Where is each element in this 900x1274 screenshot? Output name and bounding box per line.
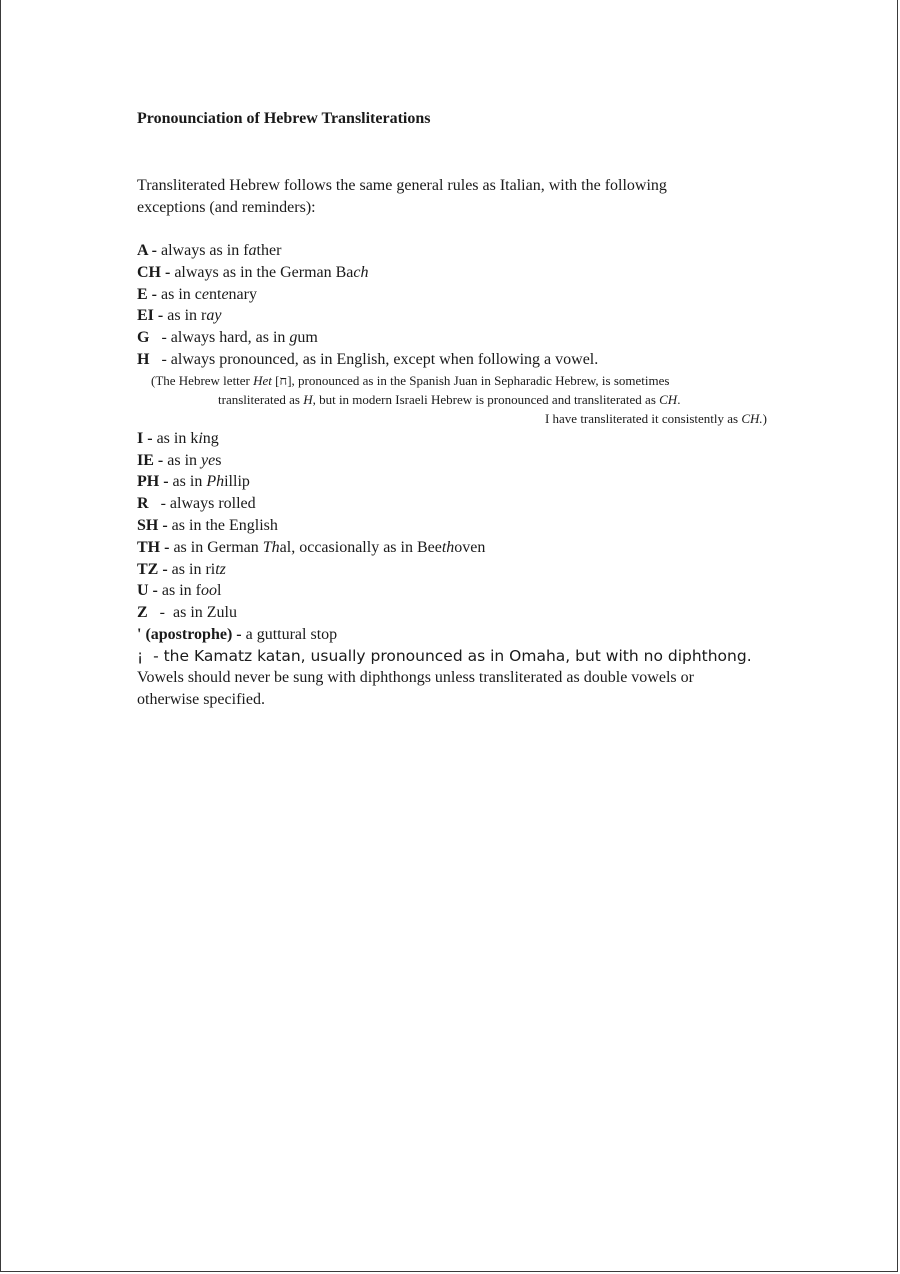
- rule-h: [137, 349, 817, 371]
- het-note-line-3: [137, 409, 767, 428]
- rule-key: SH -: [137, 516, 168, 534]
- rule-r: [137, 493, 817, 515]
- closing-line-2: otherwise specified.: [137, 690, 265, 708]
- rule-text-end: oven: [454, 538, 486, 556]
- note-text: ): [762, 410, 767, 426]
- rule-key: H: [137, 350, 150, 368]
- rule-ie: [137, 450, 817, 472]
- rule-key: TZ -: [137, 560, 168, 578]
- rule-apostrophe: [137, 624, 817, 646]
- rule-emphasis-2: th: [441, 538, 455, 556]
- note-emphasis: CH.: [741, 410, 763, 426]
- rule-text-end: um: [297, 329, 318, 347]
- rule-e: [137, 284, 817, 306]
- rule-text: as in f: [157, 582, 201, 600]
- rule-text: a guttural stop: [241, 625, 338, 643]
- rule-text: as in German: [169, 538, 263, 556]
- rule-key: G: [137, 329, 150, 347]
- rule-text: as in r: [163, 307, 207, 325]
- het-note-line-2: [137, 390, 767, 409]
- rule-emphasis: g: [289, 329, 298, 347]
- rule-text-end: ng: [202, 429, 219, 447]
- rule-text-end: ther: [256, 242, 282, 259]
- rule-text: as in: [163, 451, 202, 469]
- rule-key: E -: [137, 285, 157, 303]
- rule-g: [137, 327, 817, 349]
- rule-emphasis: tz: [215, 560, 226, 578]
- rule-text: - always rolled: [148, 495, 256, 513]
- kamatz-text: - the Kamatz katan, usually pronounced as in Omaha, but with no diphthong.: [143, 646, 752, 665]
- rule-text: - always pronounced, as in English, except when following a vowel.: [149, 350, 599, 368]
- rule-emphasis: ye: [201, 451, 216, 469]
- rule-text: always as in the German Ba: [170, 263, 354, 281]
- intro-paragraph: [137, 175, 817, 219]
- rule-th: [137, 537, 817, 559]
- rule-emphasis-2: e: [221, 285, 229, 303]
- rule-key: A -: [137, 242, 157, 259]
- intro-line-1: Transliterated Hebrew follows the same general rules as Italian, with the following: [137, 177, 667, 194]
- rule-key: IE -: [137, 451, 164, 469]
- closing-line-1: Vowels should never be sung with diphthongs unless transliterated as double vowels or: [137, 668, 694, 686]
- rule-text: as in the English: [167, 516, 278, 534]
- rule-text: as in c: [157, 285, 202, 303]
- rule-emphasis: Th: [262, 538, 280, 556]
- rule-key: Z: [137, 604, 148, 622]
- rule-u: [137, 580, 817, 602]
- het-note: [137, 371, 767, 428]
- rule-emphasis: Ph: [206, 473, 225, 491]
- rule-z: [137, 602, 817, 624]
- rule-text: as in ri: [167, 560, 216, 578]
- rule-text-end: nary: [228, 285, 257, 303]
- intro-line-2: exceptions (and reminders):: [137, 199, 316, 216]
- rule-emphasis: ch: [353, 263, 369, 281]
- closing-paragraph: [137, 667, 817, 711]
- kamatz-symbol: ¡: [137, 646, 144, 665]
- rule-tz: [137, 559, 817, 581]
- rule-a: [137, 240, 817, 262]
- rule-key: ' (apostrophe) -: [137, 625, 242, 643]
- rule-key: I -: [137, 429, 153, 447]
- rule-emphasis: ay: [206, 307, 222, 325]
- note-emphasis: H: [303, 391, 313, 407]
- rule-emphasis: e: [201, 285, 209, 303]
- rule-text-end: l: [217, 582, 222, 600]
- rule-ch: [137, 262, 817, 284]
- rule-emphasis: a: [248, 242, 257, 259]
- rule-sh: [137, 515, 817, 537]
- rules-list: [137, 240, 817, 711]
- note-text: (The Hebrew letter: [151, 372, 254, 388]
- note-emphasis: Het: [253, 372, 272, 388]
- note-emphasis: CH: [659, 391, 678, 407]
- rule-i: [137, 428, 817, 450]
- rule-text-end: s: [215, 451, 222, 469]
- rule-key: U -: [137, 582, 158, 600]
- rule-text-mid: al, occasionally as in Bee: [279, 538, 442, 556]
- rule-key: TH -: [137, 538, 170, 556]
- note-text: I have transliterated it consistently as: [544, 410, 742, 426]
- rule-key: CH -: [137, 263, 171, 281]
- note-text: [ח], pronounced as in the Spanish Juan in Sepharadic Hebrew, is sometimes: [271, 372, 670, 388]
- rule-text: - as in Zulu: [147, 604, 237, 622]
- rule-text-mid: nt: [208, 285, 222, 303]
- document-content: [137, 108, 817, 711]
- page-title: Pronounciation of Hebrew Transliterations: [137, 110, 431, 127]
- rule-ei: [137, 305, 817, 327]
- rule-kamatz-katan: [137, 646, 817, 667]
- rule-text: as in: [168, 473, 207, 491]
- rule-emphasis: oo: [201, 582, 217, 600]
- note-text: , but in modern Israeli Hebrew is pronounced and transliterated as: [312, 391, 660, 407]
- rule-key: PH -: [137, 473, 169, 491]
- rule-key: R: [137, 495, 149, 513]
- note-text: .: [677, 391, 681, 407]
- rule-ph: [137, 471, 817, 493]
- rule-emphasis: i: [198, 429, 203, 447]
- het-note-line-1: [137, 371, 767, 390]
- rule-text: as in k: [152, 429, 199, 447]
- note-text: transliterated as: [218, 391, 304, 407]
- rule-key: EI -: [137, 307, 164, 325]
- rule-text: always as in f: [157, 242, 249, 259]
- rule-text-end: illip: [224, 473, 250, 491]
- rule-text: - always hard, as in: [149, 329, 290, 347]
